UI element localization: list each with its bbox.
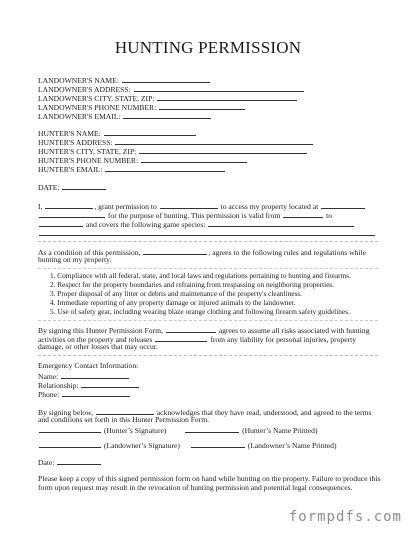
property-location-field[interactable] [321, 200, 365, 209]
emergency-relationship-label: Relationship: [38, 381, 79, 390]
landowner-city-label: LANDOWNER'S CITY, STATE, ZIP: [38, 94, 155, 103]
hunter-email-row [38, 163, 226, 175]
hunter-phone-label: HUNTER'S PHONE NUMBER: [38, 156, 139, 165]
landowner-grantor-field[interactable] [45, 200, 93, 209]
landowner-email-label: LANDOWNER'S EMAIL: [38, 112, 121, 121]
risk-divider [38, 355, 378, 356]
hunter-city-field[interactable] [139, 145, 307, 154]
risk-line-3: damage, or other losses that may occur. [38, 342, 158, 351]
hunter-name-printed-label: (Hunter’s Name Printed) [242, 426, 318, 435]
hunter-email-field[interactable] [105, 163, 225, 172]
conditions-text: As a condition of this permission, [38, 248, 141, 257]
hunter-city-label: HUNTER'S CITY, STATE, ZIP: [38, 147, 137, 156]
rule-item: 2. Respect for the property boundaries and refraining from trespassing on neighboring properties. [50, 280, 335, 289]
emergency-name-label: Name: [38, 372, 59, 381]
hunter-name-label: HUNTER'S NAME: [38, 129, 101, 138]
game-species-field[interactable] [208, 218, 354, 227]
conditions-intro-2: hunting on my property: [38, 255, 113, 264]
signature-row-landowner [38, 439, 336, 451]
date2-row [38, 456, 102, 468]
game-species-cont-field[interactable] [39, 227, 375, 236]
ack-hunter-field[interactable] [96, 406, 154, 415]
grant-text: to [326, 211, 333, 220]
grant-text: for the purpose of hunting. This permission is valid from [107, 211, 281, 220]
grant-text: I, [38, 202, 43, 211]
landowner-name-printed-field[interactable] [191, 439, 245, 448]
ack-text: acknowledges that they have read, understood, and agreed to the terms [156, 408, 372, 417]
property-location-cont-field[interactable] [39, 209, 105, 218]
landowner-email-row [38, 110, 212, 122]
hunter-signature-label: (Hunter’s Signature) [103, 426, 167, 435]
rule-item: 4. Immediate reporting of any property damage or injured animals to the landowner. [50, 298, 296, 307]
rule-item: 5. Use of safety gear, including wearing blaze orange clothing and following firearm safety guidelines. [50, 307, 350, 316]
emergency-phone-row [38, 388, 131, 400]
hunter-name-field[interactable] [104, 127, 196, 136]
landowner-signature-label: (Landowner’s Signature) [103, 441, 180, 450]
hunter-email-label: HUNTER'S EMAIL: [38, 165, 103, 174]
hunter-address-field[interactable] [115, 136, 313, 145]
notice-line-1: Please keep a copy of this signed permission form on hand while hunting on the property. Failure to produce this [38, 474, 381, 483]
landowner-name-label: LANDOWNER'S NAME: [38, 76, 119, 85]
ack-text: By signing below, [38, 408, 93, 417]
rule-item: 3. Proper disposal of any litter or debris and maintenance of the property's cleanliness. [50, 289, 302, 298]
landowner-phone-field[interactable] [159, 101, 245, 110]
hunter-name-printed-field[interactable] [185, 424, 239, 433]
date2-label: Date: [38, 458, 55, 467]
signature-row-hunter [38, 424, 317, 436]
date-row [38, 181, 107, 193]
rule-item: 1. Compliance with all federal, state, and local laws and regulations pertaining to hunting and firearms. [50, 271, 351, 280]
landowner-signature-field[interactable] [39, 439, 101, 448]
emergency-name-field[interactable] [61, 370, 129, 379]
emergency-phone-label: Phone: [38, 390, 60, 399]
conditions-text: , agrees to the following rules and regulations while [208, 248, 366, 257]
date-field[interactable] [62, 181, 106, 190]
landowner-email-field[interactable] [123, 110, 211, 119]
grant-text: and covers the following game species: [85, 220, 206, 229]
valid-from-field[interactable] [283, 209, 323, 218]
date-label: DATE: [38, 183, 60, 192]
landowner-phone-label: LANDOWNER'S PHONE NUMBER: [38, 103, 157, 112]
risk-landowner-field[interactable] [155, 333, 207, 342]
risk-text: agrees to assume all risks associated with hunting [218, 326, 370, 335]
emergency-relationship-field[interactable] [81, 379, 139, 388]
landowner-address-field[interactable] [134, 83, 304, 92]
date2-field[interactable] [57, 456, 101, 465]
notice-line-2: form upon request may result in the revocation of hunting permission and potential legal consequences. [38, 483, 353, 492]
landowner-address-label: LANDOWNER'S ADDRESS: [38, 85, 131, 94]
ack-line-2: and conditions set forth in this Hunter Permission Form. [38, 415, 210, 424]
landowner-city-field[interactable] [157, 92, 297, 101]
hunter-signature-field[interactable] [39, 424, 101, 433]
landowner-name-field[interactable] [122, 74, 210, 83]
emergency-heading: Emergency Contact Information: [38, 361, 139, 370]
hunter-address-label: HUNTER'S ADDRESS: [38, 138, 113, 147]
conditions-divider [38, 241, 378, 242]
grant-line-4 [38, 227, 376, 239]
emergency-phone-field[interactable] [62, 388, 130, 397]
grantee-field[interactable] [160, 200, 218, 209]
watermark-logo: formpdfs.com [288, 509, 402, 525]
grant-text: to access my property located at [220, 202, 319, 211]
page-title: HUNTING PERMISSION [114, 38, 302, 57]
hunter-phone-field[interactable] [141, 154, 247, 163]
landowner-name-printed-label: (Landowner’s Name Printed) [247, 441, 337, 450]
risk-text: By signing this Hunter Permission Form, [38, 326, 163, 335]
risk-text: activities on the property and releases [38, 335, 153, 344]
grant-text: , grant permission to [94, 202, 157, 211]
valid-to-field[interactable] [39, 218, 83, 227]
conditions-hunter-field[interactable] [143, 246, 207, 255]
risk-hunter-field[interactable] [166, 324, 216, 333]
risk-text: from any liability for personal injuries, property [210, 335, 357, 344]
